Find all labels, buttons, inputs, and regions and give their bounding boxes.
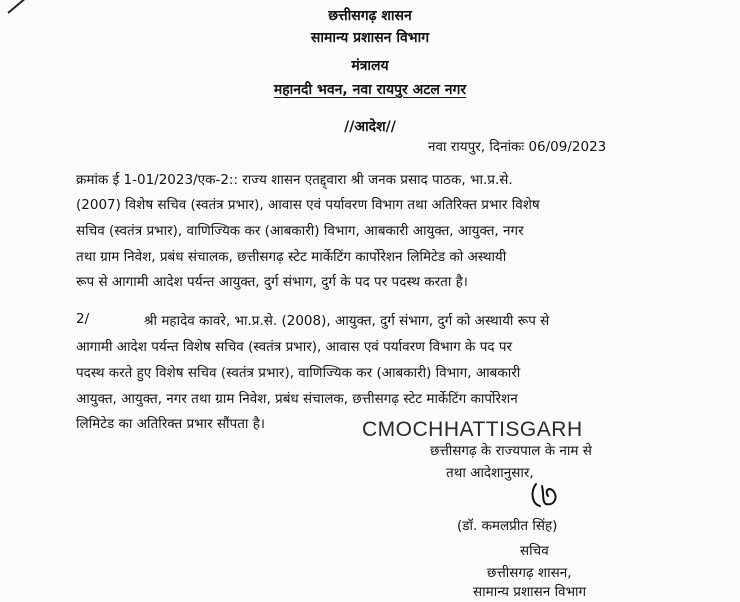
paragraph-line: पदस्थ करते हुए विशेष सचिव (स्वतंत्र प्रभार), वाणिज्यिक कर (आबकारी) विभाग, आबकारी <box>76 365 521 381</box>
header-state: छत्तीसगढ़ शासन <box>328 8 412 24</box>
paragraph-line: रूप से आगामी आदेश पर्यन्त आयुक्त, दुर्ग संभाग, दुर्ग के पद पर पदस्थ करता है। <box>76 274 468 290</box>
signature-order-line: तथा आदेशानुसार, <box>446 465 534 481</box>
paragraph-line: आगामी आदेश पर्यन्त विशेष सचिव (स्वतंत्र प्रभार), आवास एवं पर्यावरण विभाग के पद पर <box>76 339 513 355</box>
header-department: सामान्य प्रशासन विभाग <box>310 30 430 46</box>
paragraph-line: (2007) विशेष सचिव (स्वतंत्र प्रभार), आवास एवं पर्यावरण विभाग तथा अतिरिक्त प्रभार विशेष <box>76 197 540 213</box>
paragraph-2-number: 2/ <box>76 311 90 327</box>
signatory-office-state: छत्तीसगढ़ शासन, <box>487 565 572 581</box>
paragraph-line: क्रमांक ई 1-01/2023/एक-2:: राज्य शासन एतद्द्वारा श्री जनक प्रसाद पाठक, भा.प्र.से. <box>76 172 513 188</box>
header-ministry: मंत्रालय <box>351 58 389 74</box>
paragraph-line: सचिव (स्वतंत्र प्रभार), वाणिज्यिक कर (आबकारी) विभाग, आबकारी आयुक्त, आयुक्त, नगर <box>76 223 524 239</box>
order-title: //आदेश// <box>344 119 396 135</box>
paragraph-line: तथा ग्राम निवेश, प्रबंध संचालक, छत्तीसगढ़ स्टेट मार्केटिंग कार्पोरेशन लिमिटेड को अस्थायी <box>76 249 507 265</box>
signatory-name: (डॉ. कमलप्रीत सिंह) <box>457 518 558 534</box>
paragraph-line: आयुक्त, आयुक्त, नगर तथा ग्राम निवेश, प्रबंध संचालक, छत्तीसगढ़ स्टेट मार्केटिंग कार्पोरेशन <box>76 391 518 407</box>
place-date: नवा रायपुर, दिनांकः 06/09/2023 <box>428 139 607 155</box>
paragraph-line: श्री महादेव कावरे, भा.प्र.से. (2008), आयुक्त, दुर्ग संभाग, दुर्ग को अस्थायी रूप से <box>144 313 550 329</box>
header-address: महानदी भवन, नवा रायपुर अटल नगर <box>273 82 467 98</box>
signatory-designation: सचिव <box>520 543 549 559</box>
signatory-office-department: सामान्य प्रशासन विभाग <box>473 584 587 600</box>
handwritten-signature-icon <box>528 480 568 512</box>
signature-authority-line: छत्तीसगढ़ के राज्यपाल के नाम से <box>430 443 592 459</box>
watermark-text: CMOCHHATTISGARH <box>362 418 583 441</box>
paragraph-line: लिमिटेड का अतिरिक्त प्रभार सौंपता है। <box>76 416 265 432</box>
